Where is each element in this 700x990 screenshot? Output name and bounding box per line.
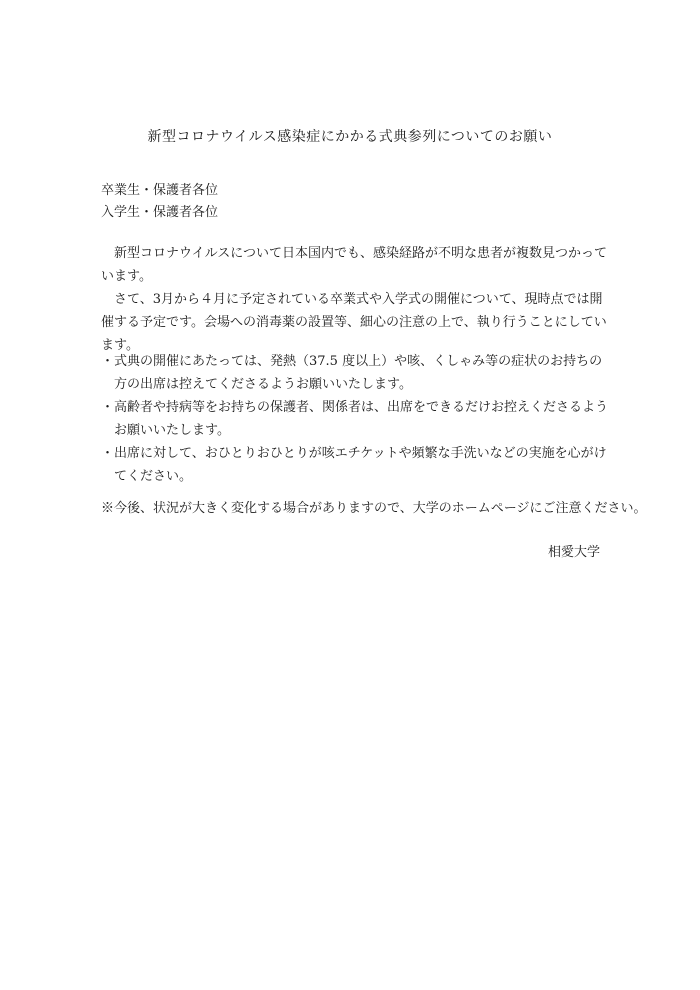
document-title: 新型コロナウイルス感染症にかかる式典参列についてのお願い [147,129,553,145]
paragraph-ceremony-plan: さて、3月から４月に予定されている卒業式や入学式の開催について、現時点では開催する予定です。会場への消毒薬の設置等、細心の注意の上で、執り行うことにしています。 [101,292,607,353]
list-item: ・式典の開催にあたっては、発熱（37.5 度以上）や咳、くしゃみ等の症状のお持ちの方の出席は控えてくださるようお願いいたします。 [101,354,603,392]
recipients-block [101,180,218,224]
signature-university: 相愛大学 [547,545,600,560]
list-item: ・出席に対して、おひとりおひとりが咳エチケットや頻繁な手洗いなどの実施を心がけてください。 [101,446,607,484]
paragraph-situation: 新型コロナウイルスについて日本国内でも、感染経路が不明な患者が複数見つかっています。 [101,246,607,284]
notice-note: ※今後、状況が大きく変化する場合がありますので、大学のホームページにご注意ください。 [101,501,647,516]
request-list [101,350,613,488]
recipient-graduates: 卒業生・保護者各位 [101,183,219,198]
list-item: ・高齢者や持病等をお持ちの保護者、関係者は、出席をできるだけお控えくださるようお願いいたします。 [101,400,609,438]
recipient-new-students: 入学生・保護者各位 [101,205,219,220]
body-text [101,242,611,357]
